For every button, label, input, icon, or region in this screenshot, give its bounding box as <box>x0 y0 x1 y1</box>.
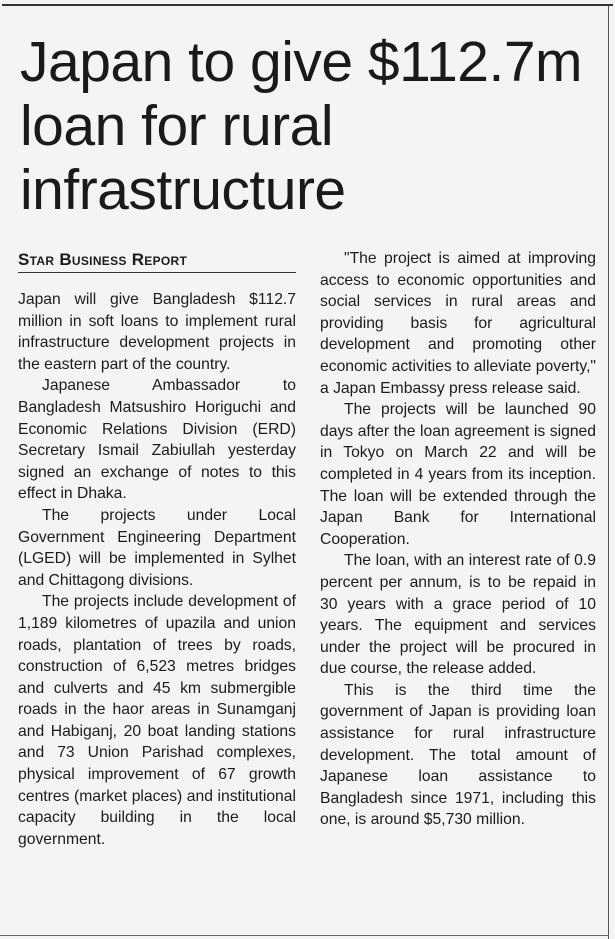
right-rule <box>608 6 609 939</box>
bottom-rule <box>0 935 609 936</box>
headline: Japan to give $112.7m loan for rural infrastructure <box>20 30 583 222</box>
paragraph: "The project is aimed at improving access to economic opportunities and social services in rural areas and providing basis for agricultural development and promoting other economic activities to alleviate poverty," a Japan Embassy press release said. <box>320 250 596 397</box>
paragraph: This is the third time the government of Japan is providing loan assistance for rural infrastructure development. The total amount of Japanese loan assistance to Bangladesh since 1971, including this one, is around $5,730 million. <box>320 681 596 829</box>
left-column <box>18 248 296 850</box>
byline: Star Business Report <box>18 250 188 269</box>
paragraph: Japan will give Bangladesh $112.7 million in soft loans to implement rural infrastructure development projects in the eastern part of the country. <box>18 291 296 373</box>
paragraph: The projects under Local Government Engineering Department (LGED) will be implemented in Sylhet and Chittagong divisions. <box>18 506 296 589</box>
top-rule <box>2 4 613 6</box>
paragraph: The loan, with an interest rate of 0.9 percent per annum, is to be repaid in 30 years with a grace period of 10 years. The equipment and services under the project will be procured in due course, the release added. <box>320 552 596 678</box>
paragraph: Japanese Ambassador to Bangladesh Matsushiro Horiguchi and Economic Relations Division (ERD) Secretary Ismail Zabiullah yesterday signed an exchange of notes to this effect in Dhaka. <box>18 377 296 503</box>
paragraph: The projects include development of 1,189 kilometres of upazila and union roads, plantation of trees by roads, construction of 6,523 metres bridges and culverts and 45 km submergible roads in the haor areas in Sunamganj and Habiganj, 20 boat landing stations and 73 Union Parishad complexes, physical improvement of 67 growth centres (market places) and institutional capacity building in the local government. <box>18 593 296 848</box>
byline-rule <box>18 272 296 273</box>
right-column <box>320 248 596 831</box>
paragraph: The projects will be launched 90 days after the loan agreement is signed in Tokyo on March 22 and will be completed in 4 years from its inception. The loan will be extended through the Japan Bank for International Cooperation. <box>320 401 596 548</box>
